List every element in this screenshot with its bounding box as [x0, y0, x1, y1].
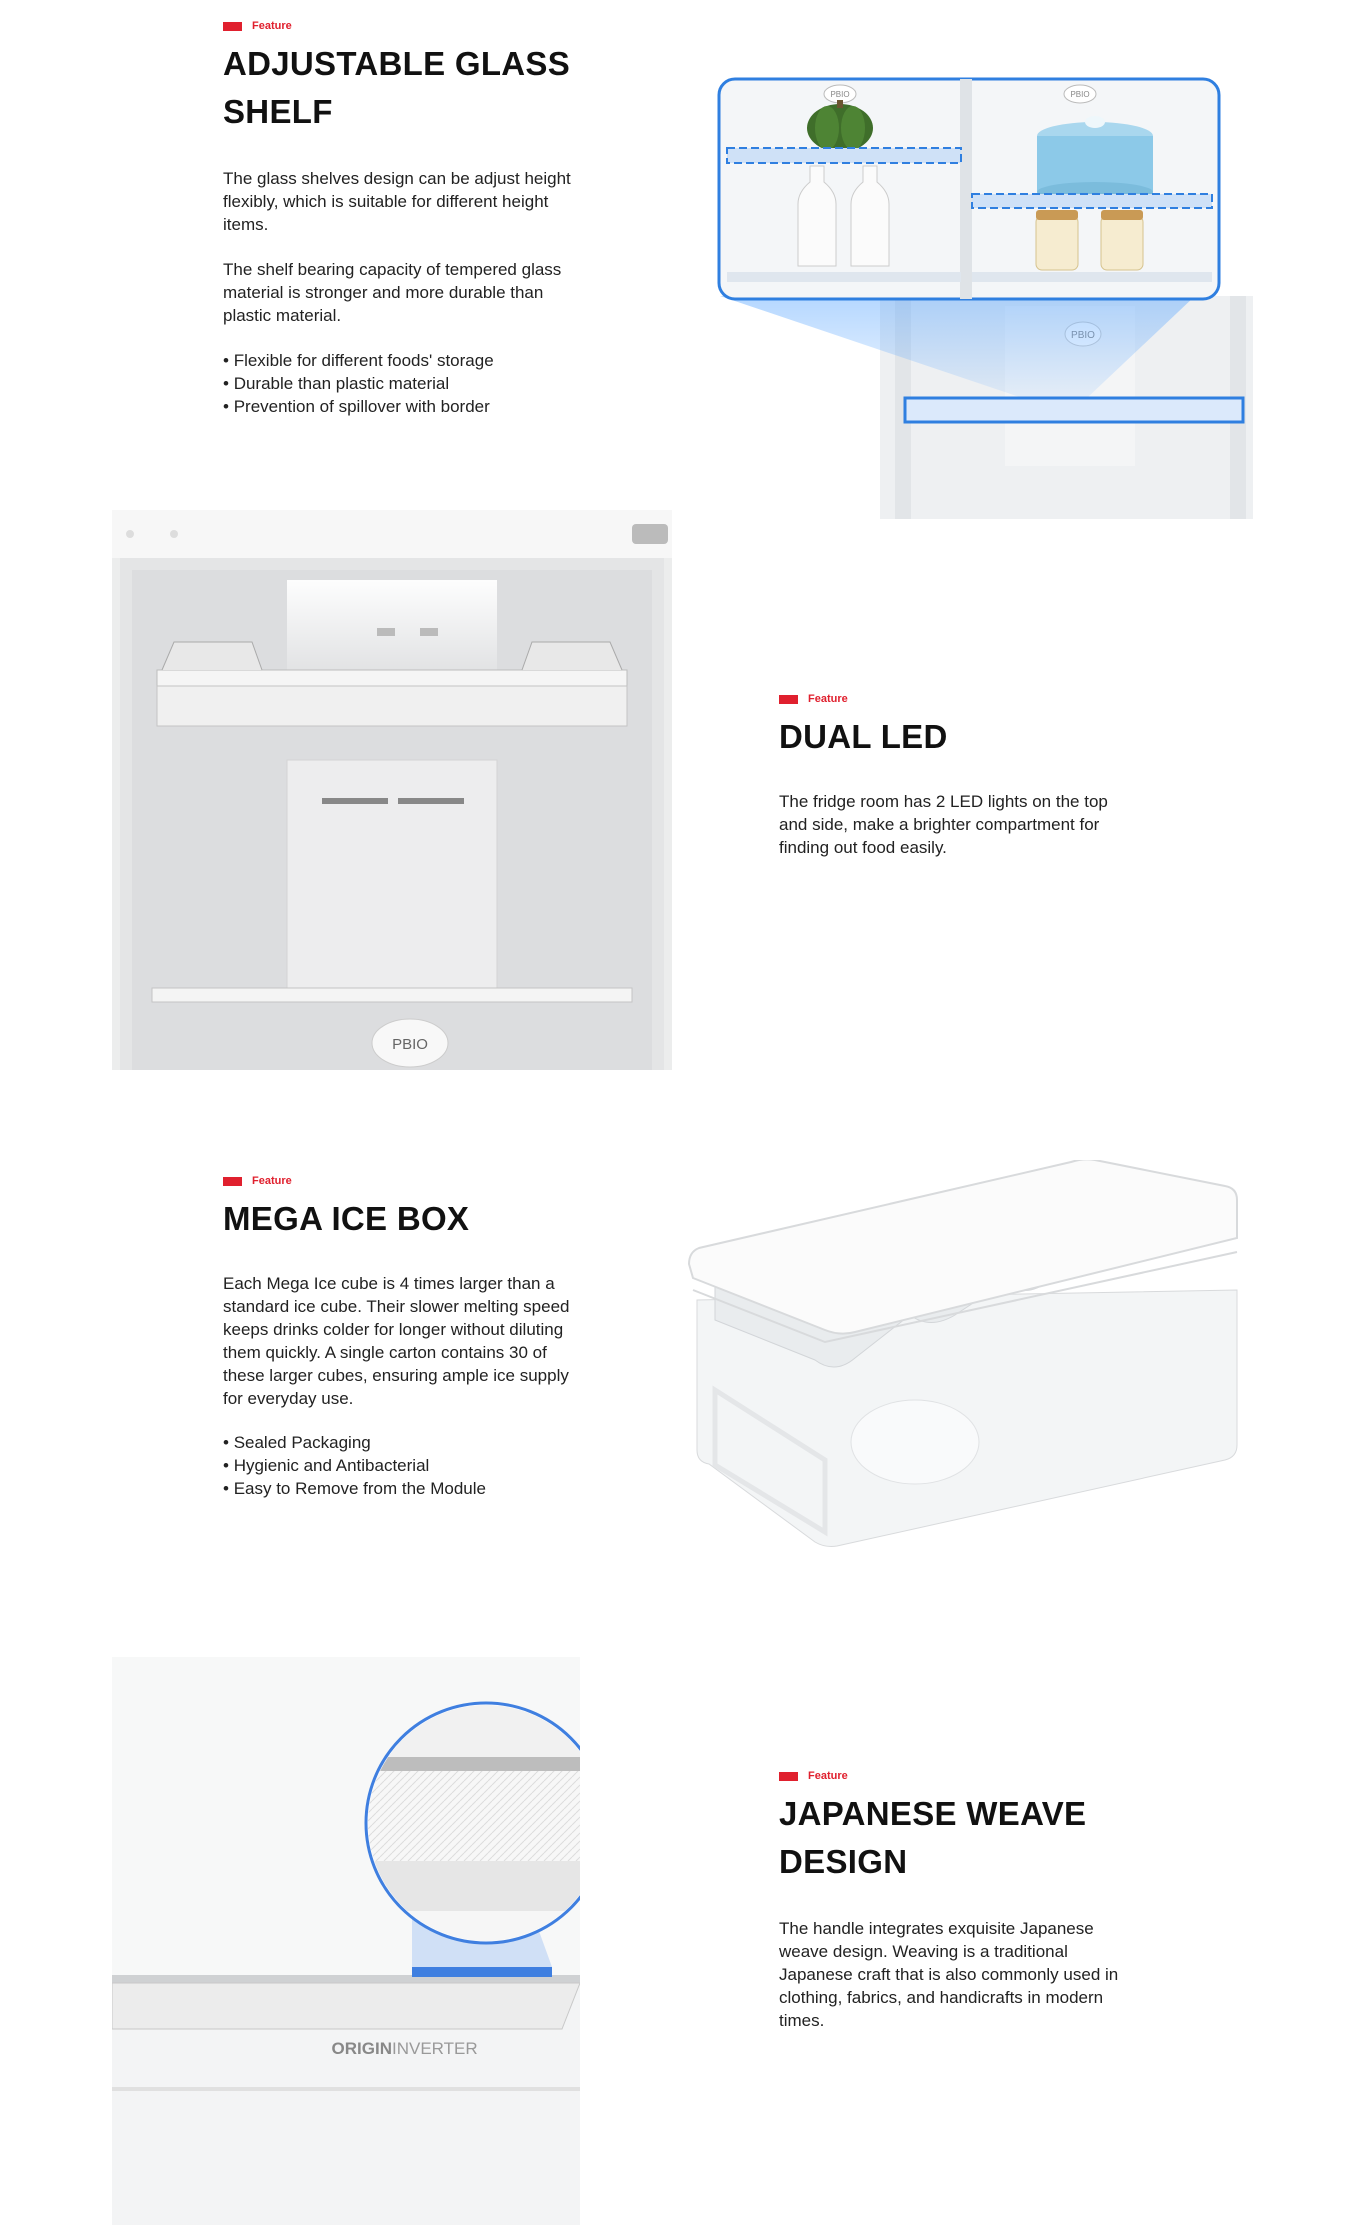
title-line: ADJUSTABLE GLASS	[223, 45, 571, 82]
title-line: DESIGN	[779, 1843, 908, 1880]
ice-box-illustration	[685, 1160, 1245, 1550]
bullet-item: • Flexible for different foods' storage	[223, 349, 583, 372]
fridge-handle-illustration	[112, 1657, 580, 2225]
feature-tag-label: Feature	[808, 1770, 848, 1782]
title-line: MEGA ICE BOX	[223, 1200, 470, 1237]
feature-bullet-list	[223, 1431, 583, 1500]
pbio-logo-text: PBIO	[1070, 90, 1090, 99]
section-paragraph: The handle integrates exquisite Japanese weave design. Weaving is a traditional Japanese craft that is also commonly used in clothing, fabrics, and handicrafts in modern times.	[779, 1919, 1119, 2030]
section-title-japanese-weave	[779, 1790, 1086, 1886]
bullet-item: • Sealed Packaging	[223, 1431, 583, 1454]
glass-shelf-illustration	[715, 76, 1253, 519]
feature-tag	[779, 693, 848, 705]
bullet-item: • Easy to Remove from the Module	[223, 1477, 583, 1500]
section-paragraph: The glass shelves design can be adjust height flexibly, which is suitable for different height items.	[223, 169, 571, 234]
bullet-item: • Prevention of spillover with border	[223, 395, 583, 418]
pbio-logo-text: PBIO	[392, 1036, 428, 1053]
feature-tag-marker	[779, 1772, 798, 1781]
weave-handle-image	[112, 1657, 580, 2225]
bullet-item: • Durable than plastic material	[223, 372, 583, 395]
bullet-item: • Hygienic and Antibacterial	[223, 1454, 583, 1477]
title-line: SHELF	[223, 93, 333, 130]
feature-tag	[779, 1770, 848, 1782]
ice-box-image	[685, 1160, 1245, 1550]
title-line: JAPANESE WEAVE	[779, 1795, 1087, 1832]
pbio-logo-text: PBIO	[830, 90, 850, 99]
feature-tag-label: Feature	[252, 20, 292, 32]
section-paragraph: The fridge room has 2 LED lights on the top and side, make a brighter compartment for finding out food easily.	[779, 792, 1108, 857]
feature-bullet-list	[223, 349, 583, 418]
inverter-brand-text: INVERTER	[392, 2039, 478, 2058]
section-paragraph: Each Mega Ice cube is 4 times larger than a standard ice cube. Their slower melting speed keeps drinks colder for longer without diluting them quickly. A single carton contains 30 of these larger cubes, ensuring ample ice supply for everyday use.	[223, 1274, 570, 1408]
origin-brand-text: ORIGIN	[331, 2039, 392, 2058]
feature-tag-marker	[223, 1177, 242, 1186]
section-title-mega-ice-box	[223, 1195, 469, 1243]
feature-tag	[223, 1175, 292, 1187]
dual-led-image	[112, 510, 672, 1070]
feature-tag-label: Feature	[808, 693, 848, 705]
section-title-dual-led	[779, 713, 948, 761]
feature-tag-marker	[223, 22, 242, 31]
feature-tag-label: Feature	[252, 1175, 292, 1187]
feature-tag	[223, 20, 292, 32]
section-paragraph: The shelf bearing capacity of tempered glass material is stronger and more durable than plastic material.	[223, 260, 562, 325]
section-title-glass-shelf	[223, 40, 570, 136]
glass-shelf-image	[715, 76, 1253, 519]
fridge-interior-illustration	[112, 510, 672, 1070]
feature-tag-marker	[779, 695, 798, 704]
title-line: DUAL LED	[779, 718, 948, 755]
